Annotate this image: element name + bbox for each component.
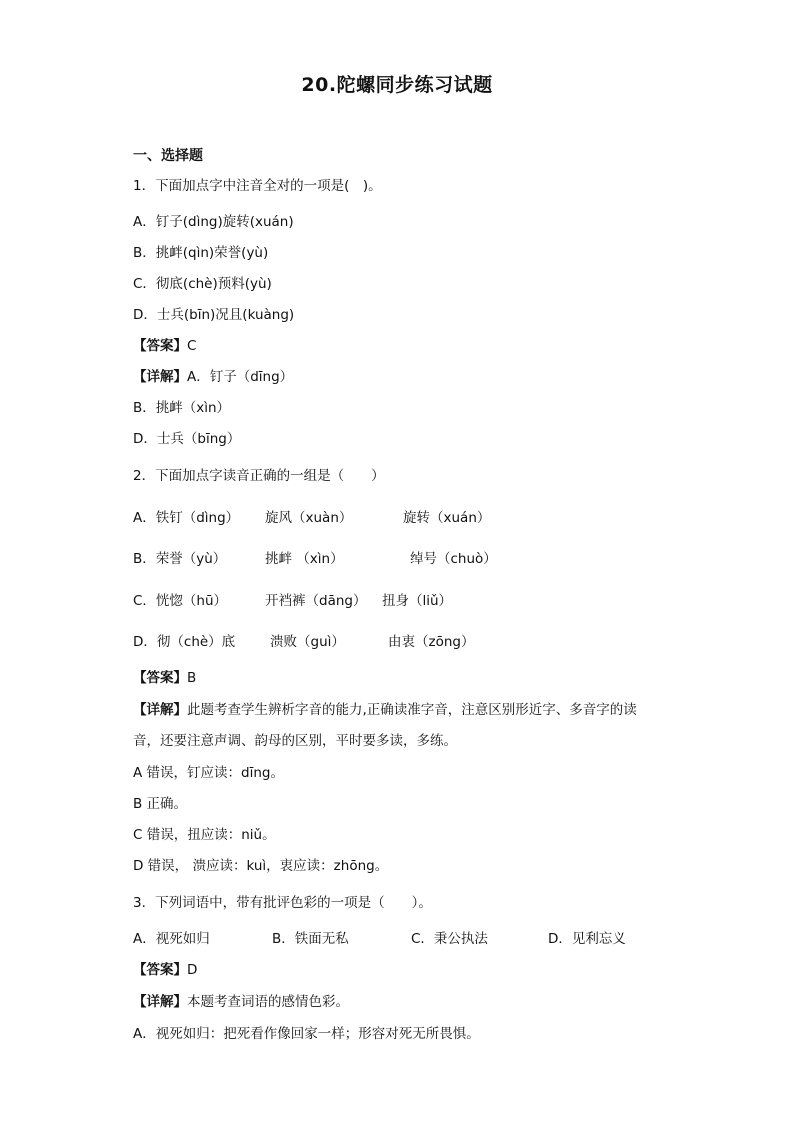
q2-option-c-1: C．恍惚（hū） [133,593,228,609]
q1-option-c: C．彻底(chè)预料(yù) [133,276,272,292]
q2-option-a-2: 旋风（xuàn） [265,510,353,526]
q1-detail-line: D．士兵（bīng） [133,431,241,447]
q3-option-c: C．秉公执法 [411,931,488,947]
q1-option-b: B．挑衅(qìn)荣誉(yù) [133,245,269,261]
q2-detail-line: 此题考查学生辨析字音的能力,正确读准字音，注意区别形近字、多音字的读 [187,702,637,718]
q2-option-a-1: A．铁钉（dìng） [133,510,240,526]
answer-label: 【答案】 [133,670,187,686]
q2-note: D 错误， 溃应读：kuì，衷应读：zhōng。 [133,858,389,874]
q2-answer-value: B [187,670,197,686]
answer-label: 【答案】 [133,338,187,354]
q2-option-d-3: 由衷（zōng） [388,634,475,650]
q1-detail-line: A．钉子（dīng） [187,369,294,385]
q1-detail [133,367,293,387]
q2-option-d-1: D．彻（chè）底 [133,634,236,650]
q3-detail [133,992,349,1012]
q2-option-c-2: 开裆裤（dāng） [265,593,367,609]
q1-answer-value: C [187,338,197,354]
detail-label: 【详解】 [133,702,187,718]
q2-note: C 错误，扭应读：niǔ。 [133,827,276,843]
q2-option-b-2: 挑衅 （xìn） [265,551,344,567]
q3-option-a: A．视死如归 [133,931,210,947]
q2-option-b-3: 绰号（chuò） [410,551,497,567]
q1-option-a: A．钉子(dìng)旋转(xuán) [133,214,294,230]
answer-label: 【答案】 [133,962,187,978]
q1-stem: 1．下面加点字中注音全对的一项是( )。 [133,178,382,194]
q2-note: A 错误，钉应读：dīng。 [133,765,284,781]
q2-detail-line: 音，还要注意声调、韵母的区别，平时要多读，多练。 [133,733,457,749]
q1-option-d: D．士兵(bīn)况且(kuàng) [133,307,295,323]
q3-note: A．视死如归：把死看作像回家一样；形容对死无所畏惧。 [133,1026,480,1042]
q2-detail [133,700,637,720]
section-heading: 一、选择题 [133,148,203,164]
q2-note: B 正确。 [133,796,188,812]
q2-option-c-3: 扭身（liǔ） [382,593,453,609]
q2-option-b-1: B．荣誉（yù） [133,551,227,567]
detail-label: 【详解】 [133,994,187,1010]
q3-detail-line: 本题考查词语的感情色彩。 [187,994,349,1010]
q1-detail-line: B．挑衅（xìn） [133,400,231,416]
q2-stem: 2．下面加点字读音正确的一组是（ ） [133,468,385,484]
q3-stem: 3．下列词语中，带有批评色彩的一项是（ ）。 [133,895,432,911]
q1-answer [133,336,196,356]
q3-option-b: B．铁面无私 [272,931,349,947]
page-title: 20.陀螺同步练习试题 [301,74,493,96]
q2-answer [133,668,196,688]
q2-option-d-2: 溃败（guì） [270,634,345,650]
q3-answer-value: D [187,962,198,978]
q3-option-d: D．见利忘义 [548,931,626,947]
detail-label: 【详解】 [133,369,187,385]
q2-option-a-3: 旋转（xuán） [403,510,491,526]
q3-answer [133,960,197,980]
